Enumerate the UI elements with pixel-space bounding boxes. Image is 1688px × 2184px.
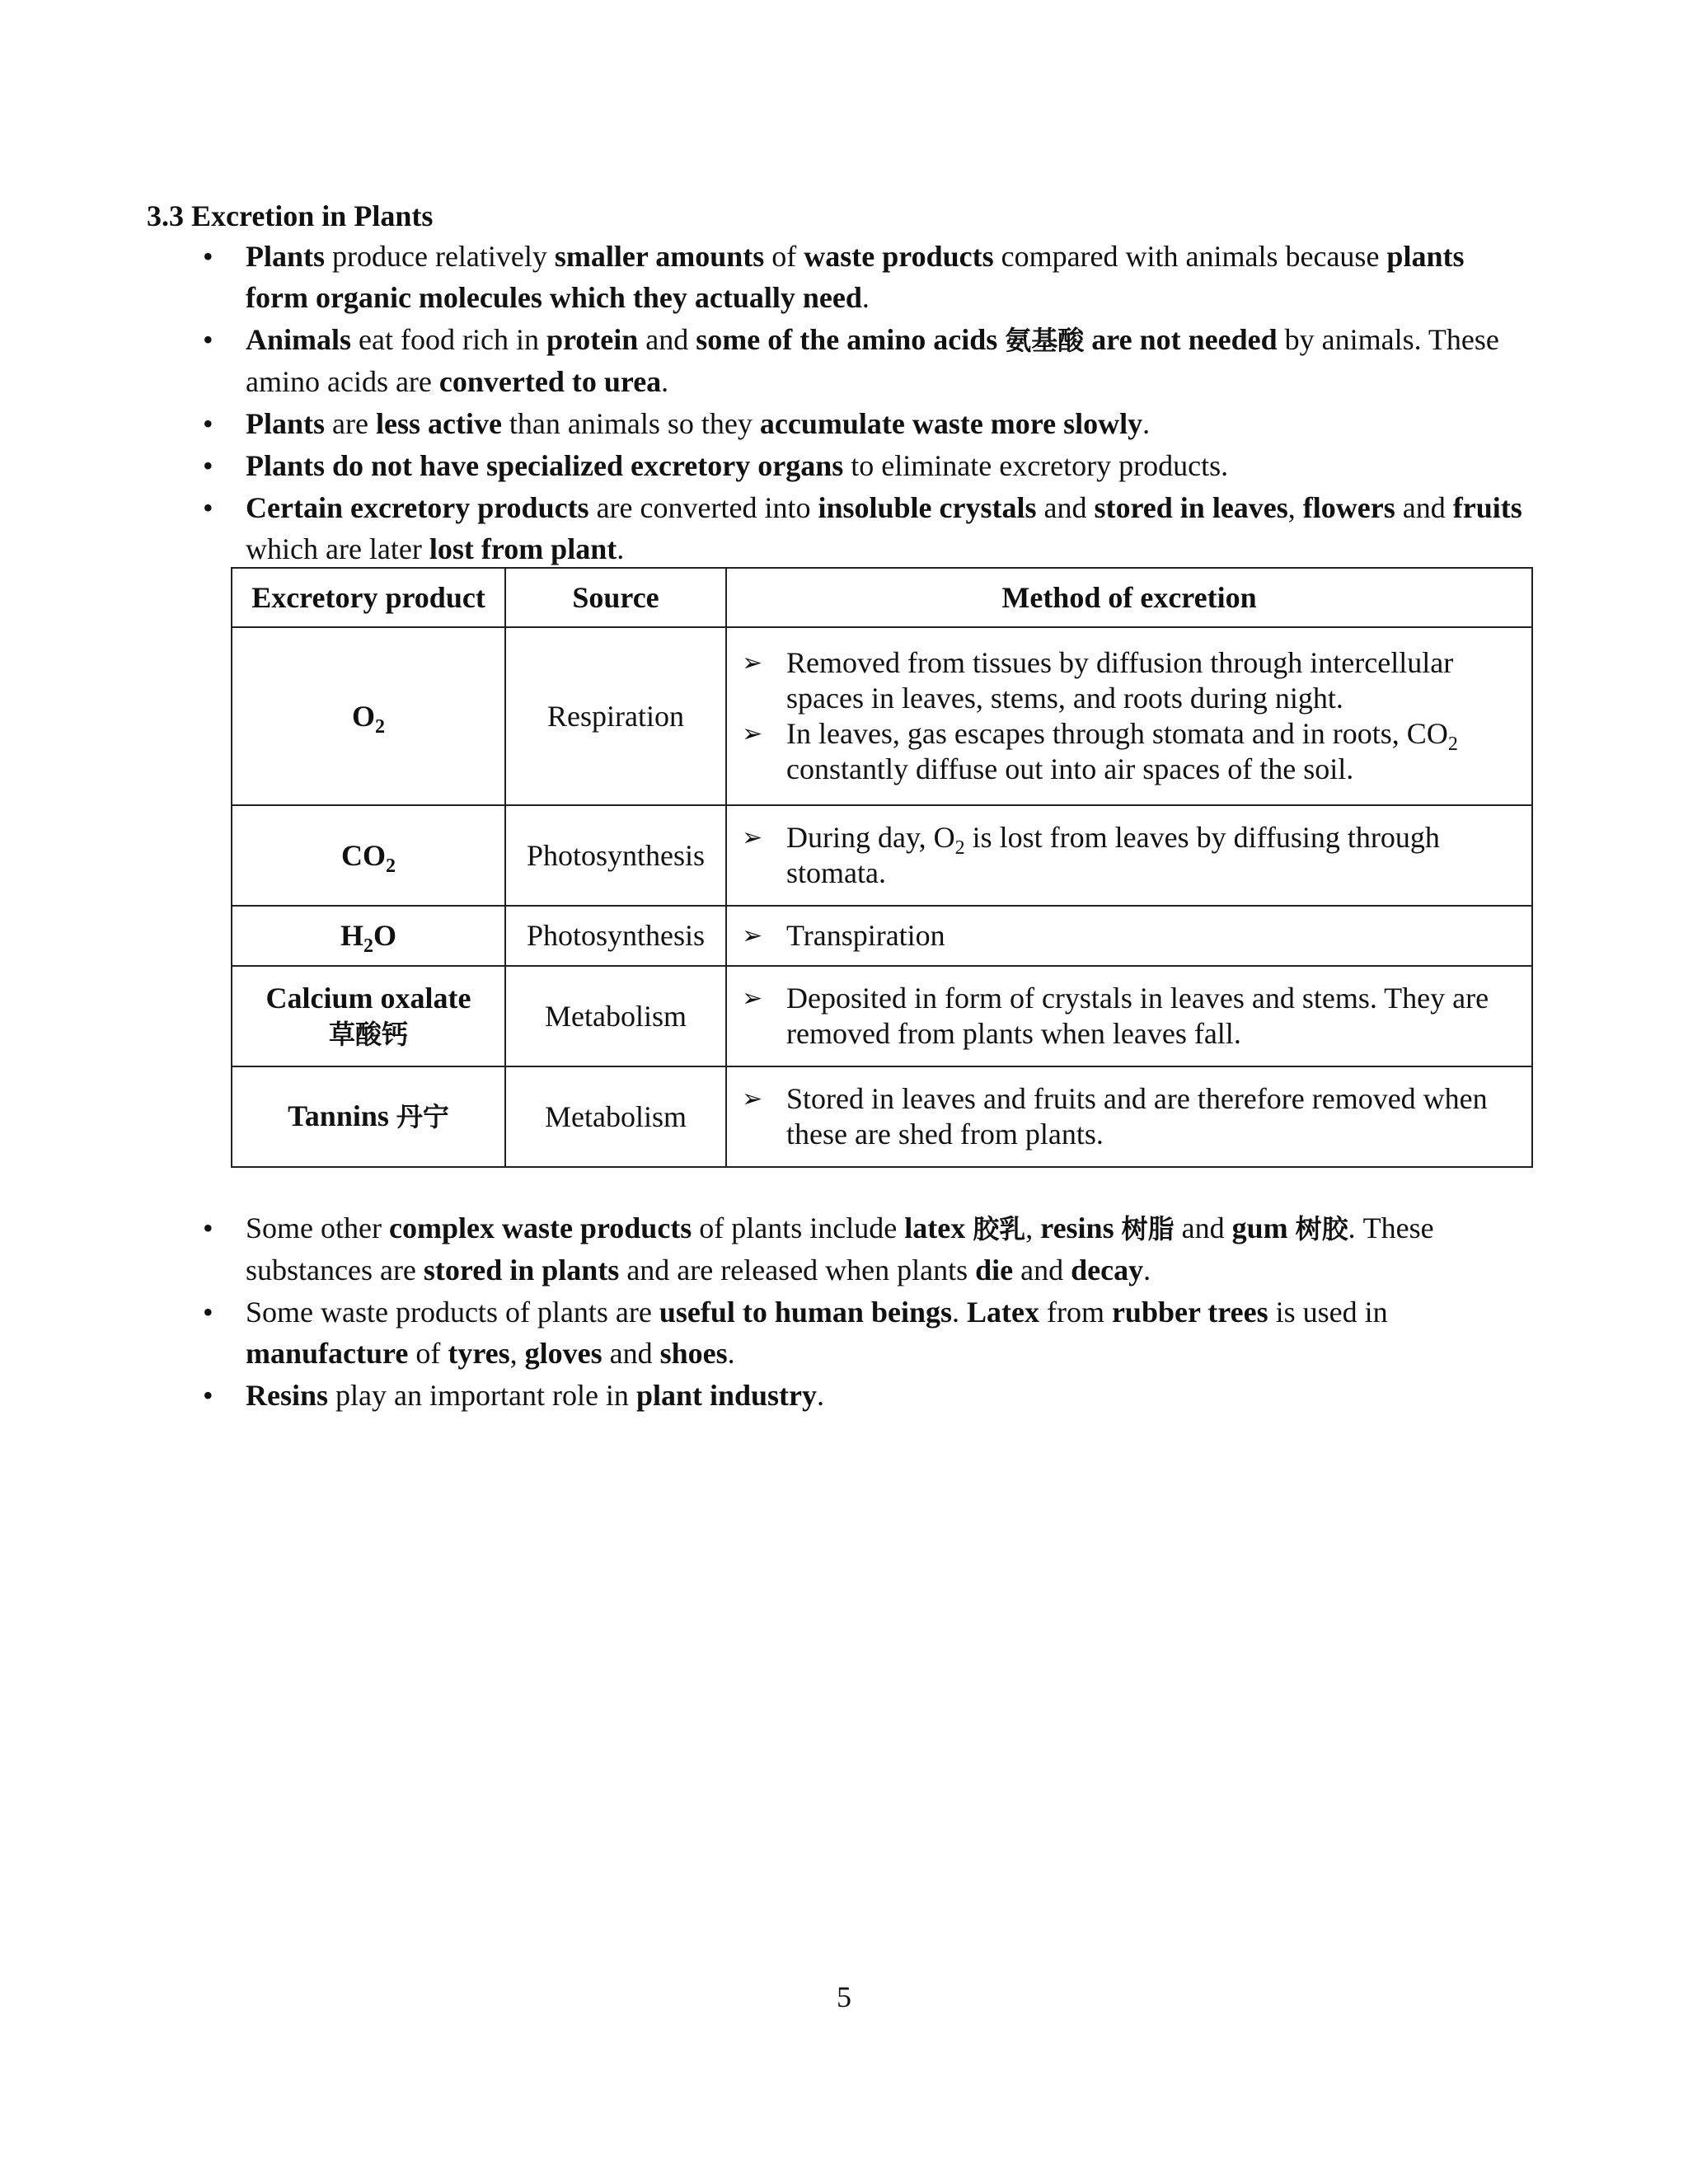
text-run: than animals so they <box>501 407 760 440</box>
text-run: During day, O <box>786 821 955 854</box>
bullet-item <box>246 1207 1531 1291</box>
method-arrow-item <box>738 716 1520 787</box>
text-run: In leaves, gas escapes through stomata and in roots, CO <box>786 717 1448 750</box>
text-run: some of the amino acids <box>696 323 1006 356</box>
method-arrow-item <box>738 645 1520 716</box>
cell-excretory-product <box>232 1066 505 1167</box>
text-run: fruits <box>1452 491 1522 524</box>
text-run: 草酸钙 <box>328 1018 408 1050</box>
bullet-item <box>246 403 1531 444</box>
text-run: flowers <box>1302 491 1395 524</box>
text-run: decay <box>1071 1254 1144 1286</box>
text-run: and <box>1013 1254 1071 1286</box>
text-run: Calcium oxalate <box>265 981 471 1015</box>
text-run: plants form organic molecules which they actually need <box>246 240 1465 314</box>
text-run: Latex <box>966 1296 1039 1329</box>
cell-source: Metabolism <box>505 966 726 1066</box>
text-run: and <box>1036 491 1095 524</box>
text-run: . These substances are <box>246 1212 1434 1286</box>
arrow-bullet-icon: ➢ <box>742 824 763 851</box>
text-run: Plants do not have specialized excretory organs <box>246 449 844 482</box>
text-run: is lost from leaves by diffusing through stomata. <box>786 821 1440 889</box>
text-run: H <box>340 919 363 952</box>
bullet-item <box>246 319 1531 402</box>
text-run: Animals <box>246 323 352 356</box>
cell-method-of-excretion <box>726 805 1532 906</box>
text-run: Tannins <box>288 1099 396 1132</box>
arrow-bullet-icon: ➢ <box>742 922 763 949</box>
bullet-item <box>246 1375 1531 1416</box>
text-run: smaller amounts <box>554 240 765 273</box>
arrow-bullet-icon: ➢ <box>742 649 763 677</box>
text-run: 氨基酸 <box>1005 325 1085 356</box>
page-number: 5 <box>837 1980 851 2013</box>
cell-method-of-excretion <box>726 966 1532 1066</box>
bullet-item <box>246 236 1531 318</box>
text-run: which are later <box>246 532 429 565</box>
text-run: 树胶 <box>1295 1213 1348 1244</box>
cell-excretory-product <box>232 966 505 1066</box>
cell-method-of-excretion <box>726 1066 1532 1167</box>
section-heading: 3.3 Excretion in Plants <box>147 199 434 232</box>
bullet-list-other-products <box>246 1207 1531 1417</box>
text-run: O <box>373 919 397 952</box>
text-run: latex <box>904 1212 973 1244</box>
cell-excretory-product <box>232 906 505 966</box>
table-header-row <box>232 568 1532 627</box>
text-run: Certain excretory products <box>246 491 589 524</box>
text-run: tyres <box>448 1337 510 1370</box>
text-run: less active <box>375 407 502 440</box>
text-run: Transpiration <box>786 919 945 952</box>
text-run: . <box>951 1296 967 1329</box>
cell-source: Metabolism <box>505 1066 726 1167</box>
text-run: eat food rich in <box>351 323 546 356</box>
text-run: gum <box>1231 1212 1296 1244</box>
text-run: play an important role in <box>328 1379 636 1412</box>
bullet-item <box>246 487 1531 569</box>
cell-excretory-product <box>232 627 505 805</box>
subscript-text: 2 <box>363 935 373 957</box>
text-run: Plants <box>246 240 326 273</box>
text-run: is used in <box>1268 1296 1388 1329</box>
text-run: and are released when plants <box>619 1254 976 1286</box>
text-run: and <box>602 1337 660 1370</box>
subscript-text: 2 <box>375 715 385 738</box>
text-run: are converted into <box>588 491 818 524</box>
text-run: by animals. These amino acids are <box>246 323 1499 398</box>
text-run: Some other <box>246 1212 389 1244</box>
method-arrow-item <box>738 820 1520 891</box>
text-run: waste products <box>804 240 994 273</box>
cell-source: Photosynthesis <box>505 906 726 966</box>
text-run: resins <box>1040 1212 1122 1244</box>
header-method-of-excretion: Method of excretion <box>726 568 1532 627</box>
text-run: lost from plant <box>429 532 617 565</box>
text-run: 树脂 <box>1121 1213 1175 1244</box>
text-run: . <box>1143 1254 1151 1286</box>
text-run: complex waste products <box>388 1212 692 1244</box>
text-run: compared with animals because <box>993 240 1387 273</box>
text-run: Some waste products of plants are <box>246 1296 659 1329</box>
subscript-text: 2 <box>954 837 965 859</box>
text-run: are not needed <box>1084 323 1278 356</box>
text-run: . <box>1142 407 1151 440</box>
table-row <box>232 966 1532 1066</box>
text-run: Removed from tissues by diffusion through intercellular spaces in leaves, stems, and roots during night. <box>786 646 1454 715</box>
subscript-text: 2 <box>386 855 396 877</box>
text-run: produce relatively <box>325 240 555 273</box>
text-run: Stored in leaves and fruits and are therefore removed when these are shed from plants. <box>786 1082 1488 1151</box>
text-run: . <box>861 281 870 314</box>
text-run: . <box>727 1337 735 1370</box>
text-run: , <box>1287 491 1303 524</box>
text-run: , <box>1025 1212 1041 1244</box>
text-run: Plants <box>246 407 326 440</box>
table-row <box>232 1066 1532 1167</box>
text-run: and <box>638 323 696 356</box>
text-run: useful to human beings <box>659 1296 952 1329</box>
text-run: are <box>325 407 376 440</box>
text-run: converted to urea <box>438 365 662 398</box>
text-run: shoes <box>659 1337 728 1370</box>
text-run: . <box>817 1379 825 1412</box>
text-run: plant industry <box>635 1379 818 1412</box>
text-run: constantly diffuse out into air spaces of the soil. <box>786 752 1354 785</box>
text-run: 丹宁 <box>396 1101 449 1132</box>
text-run: to eliminate excretory products. <box>843 449 1229 482</box>
header-source: Source <box>505 568 726 627</box>
text-run: stored in leaves <box>1094 491 1288 524</box>
text-run: insoluble crystals <box>818 491 1037 524</box>
bullet-item <box>246 1291 1531 1374</box>
method-arrow-item <box>738 1081 1520 1152</box>
cell-excretory-product <box>232 805 505 906</box>
text-run: stored in plants <box>423 1254 620 1286</box>
method-arrow-item <box>738 981 1520 1052</box>
text-run: CO <box>341 838 386 872</box>
text-run: die <box>975 1254 1014 1286</box>
bullet-item <box>246 445 1531 486</box>
cell-method-of-excretion <box>726 906 1532 966</box>
text-run: protein <box>546 323 639 356</box>
table-row <box>232 906 1532 966</box>
text-run: . <box>661 365 669 398</box>
cell-source: Photosynthesis <box>505 805 726 906</box>
text-run: of plants include <box>692 1212 905 1244</box>
text-run: , <box>509 1337 525 1370</box>
text-run: accumulate waste more slowly <box>759 407 1143 440</box>
text-run: rubber trees <box>1111 1296 1268 1329</box>
text-run: 胶乳 <box>973 1213 1026 1244</box>
cell-method-of-excretion <box>726 627 1532 805</box>
text-run: manufacture <box>246 1337 409 1370</box>
method-arrow-item <box>738 918 1520 954</box>
excretory-products-table <box>231 567 1533 1168</box>
subscript-text: 2 <box>1447 733 1458 755</box>
arrow-bullet-icon: ➢ <box>742 720 763 748</box>
text-run: and <box>1174 1212 1232 1244</box>
header-excretory-product: Excretory product <box>232 568 505 627</box>
text-run: gloves <box>524 1337 603 1370</box>
text-run: and <box>1395 491 1453 524</box>
text-run: of <box>764 240 804 273</box>
text-run: Deposited in form of crystals in leaves and stems. They are removed from plants when leaves fall. <box>786 982 1489 1050</box>
text-run: . <box>617 532 625 565</box>
cell-source: Respiration <box>505 627 726 805</box>
arrow-bullet-icon: ➢ <box>742 1085 763 1113</box>
table-row <box>232 805 1532 906</box>
text-run: from <box>1039 1296 1112 1329</box>
text-run: Resins <box>246 1379 329 1412</box>
table-row <box>232 627 1532 805</box>
arrow-bullet-icon: ➢ <box>742 985 763 1012</box>
bullet-list-intro <box>246 236 1531 570</box>
text-run: O <box>351 699 375 733</box>
text-run: of <box>408 1337 448 1370</box>
